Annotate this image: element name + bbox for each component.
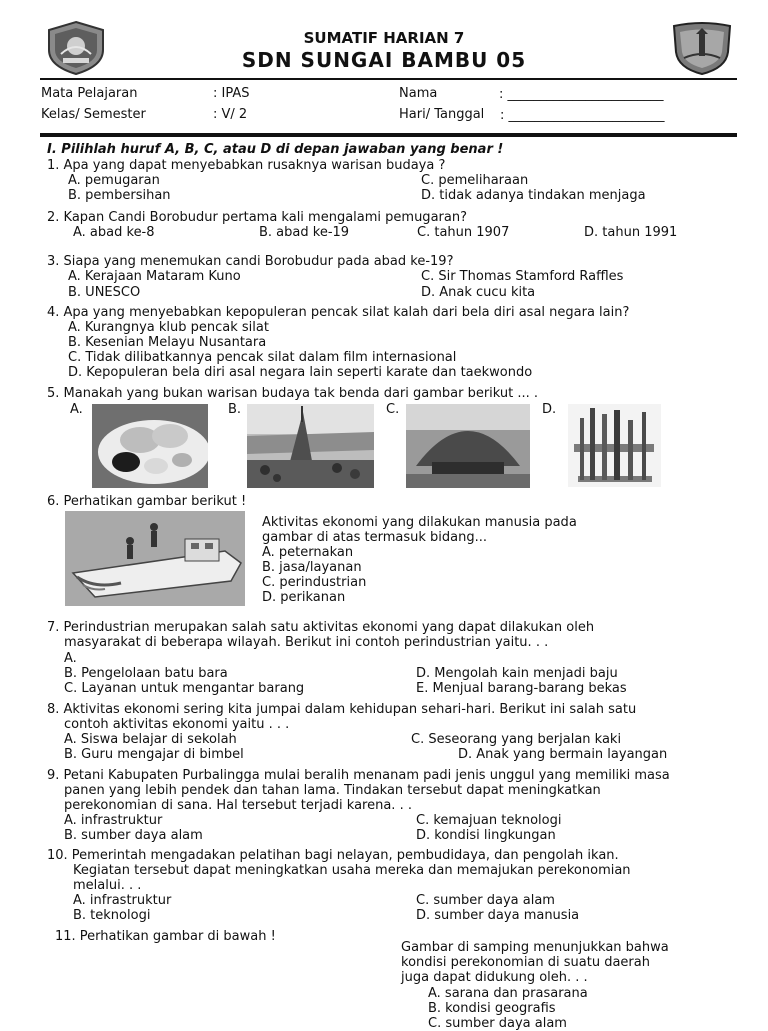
q6-desc-line2: gambar di atas termasuk bidang... <box>262 530 487 545</box>
q6-option-b[interactable]: B. jasa/layanan <box>262 560 362 575</box>
q4-option-b[interactable]: B. Kesenian Melayu Nusantara <box>68 335 267 350</box>
q6-text: 6. Perhatikan gambar berikut ! <box>47 494 247 509</box>
q5-text: 5. Manakah yang bukan warisan budaya tak benda dari gambar berikut ... . <box>47 386 539 401</box>
name-field[interactable]: : ________________________ <box>499 87 664 102</box>
date-label: Hari/ Tanggal <box>399 107 485 122</box>
q3-option-d[interactable]: D. Anak cucu kita <box>421 285 536 300</box>
subject-label: Mata Pelajaran <box>41 86 138 101</box>
header-rule-bottom <box>40 133 737 137</box>
q5-option-b[interactable]: B. <box>228 402 242 417</box>
q6-desc-line1: Aktivitas ekonomi yang dilakukan manusia pada <box>262 515 577 530</box>
q8-text-line2: contoh aktivitas ekonomi yaitu . . . <box>64 717 290 732</box>
q10-option-c[interactable]: C. sumber daya alam <box>416 893 555 908</box>
angklung-picture[interactable] <box>568 404 661 487</box>
q10-option-b[interactable]: B. teknologi <box>73 908 151 923</box>
q1-text: 1. Apa yang dapat menyebabkan rusaknya warisan budaya ? <box>47 158 446 173</box>
q2-option-b[interactable]: B. abad ke-19 <box>259 225 350 240</box>
q3-option-b[interactable]: B. UNESCO <box>68 285 141 300</box>
q1-option-b[interactable]: B. pembersihan <box>68 188 171 203</box>
q10-option-d[interactable]: D. sumber daya manusia <box>416 908 580 923</box>
q8-text-line1: 8. Aktivitas ekonomi sering kita jumpai dalam kehidupan sehari-hari. Berikut ini salah satu <box>47 702 637 717</box>
q9-option-b[interactable]: B. sumber daya alam <box>64 828 203 843</box>
q11-option-c[interactable]: C. sumber daya alam <box>428 1016 567 1031</box>
section-instruction: I. Pilihlah huruf A, B, C, atau D di depan jawaban yang benar ! <box>47 142 504 157</box>
q8-option-d[interactable]: D. Anak yang bermain layangan <box>458 747 668 762</box>
q9-option-c[interactable]: C. kemajuan teknologi <box>416 813 562 828</box>
q11-desc-line2: kondisi perekonomian di suatu daerah <box>401 955 650 970</box>
q6-option-d[interactable]: D. perikanan <box>262 590 346 605</box>
subject-value: : IPAS <box>213 86 250 101</box>
q4-text: 4. Apa yang menyebabkan kepopuleran pencak silat kalah dari bela diri asal negara lain? <box>47 305 630 320</box>
exam-title: SUMATIF HARIAN 7 <box>303 29 465 47</box>
header-rule-top <box>40 78 737 80</box>
q10-option-a[interactable]: A. infrastruktur <box>73 893 172 908</box>
date-field[interactable]: : ________________________ <box>500 108 665 123</box>
q3-text: 3. Siapa yang menemukan candi Borobudur pada abad ke-19? <box>47 254 454 269</box>
q8-option-b[interactable]: B. Guru mengajar di bimbel <box>64 747 244 762</box>
name-label: Nama <box>399 86 438 101</box>
q9-text-line3: perekonomian di sana. Hal tersebut terjadi karena. . . <box>64 798 412 813</box>
q6-option-c[interactable]: C. perindustrian <box>262 575 367 590</box>
q2-option-c[interactable]: C. tahun 1907 <box>417 225 510 240</box>
q11-desc-line3: juga dapat didukung oleh. . . <box>401 970 588 985</box>
q4-option-c[interactable]: C. Tidak dilibatkannya pencak silat dalam film internasional <box>68 350 457 365</box>
q8-option-a[interactable]: A. Siswa belajar di sekolah <box>64 732 237 747</box>
q9-text-line1: 9. Petani Kabupaten Purbalingga mulai beralih menanam padi jenis unggul yang memiliki masa <box>47 768 670 783</box>
q5-option-a[interactable]: A. <box>70 402 83 417</box>
q9-option-a[interactable]: A. infrastruktur <box>64 813 163 828</box>
class-value: : V/ 2 <box>213 107 248 122</box>
q7-option-e[interactable]: E. Menjual barang-barang bekas <box>416 681 627 696</box>
food-picture[interactable] <box>92 404 208 488</box>
q10-text-line2: Kegiatan tersebut dapat meningkatkan usaha mereka dan memajukan perekonomian <box>73 863 631 878</box>
q7-option-c[interactable]: C. Layanan untuk mengantar barang <box>64 681 305 696</box>
q6-option-a[interactable]: A. peternakan <box>262 545 354 560</box>
traditional-house-picture[interactable] <box>406 404 530 488</box>
q9-option-d[interactable]: D. kondisi lingkungan <box>416 828 556 843</box>
q10-text-line3: melalui. . . <box>73 878 142 893</box>
q11-option-b[interactable]: B. kondisi geografis <box>428 1001 556 1016</box>
q4-option-d[interactable]: D. Kepopuleran bela diri asal negara lain seperti karate dan taekwondo <box>68 365 533 380</box>
q7-option-a[interactable]: A. <box>64 651 77 666</box>
festival-picture[interactable] <box>247 404 374 488</box>
q1-option-c[interactable]: C. pemeliharaan <box>421 173 529 188</box>
q1-option-a[interactable]: A. pemugaran <box>68 173 160 188</box>
q2-text: 2. Kapan Candi Borobudur pertama kali mengalami pemugaran? <box>47 210 467 225</box>
q4-option-a[interactable]: A. Kurangnya klub pencak silat <box>68 320 269 335</box>
q7-option-b[interactable]: B. Pengelolaan batu bara <box>64 666 228 681</box>
q10-text-line1: 10. Pemerintah mengadakan pelatihan bagi nelayan, pembudidaya, dan pengolah ikan. <box>47 848 619 863</box>
q3-option-c[interactable]: C. Sir Thomas Stamford Raffles <box>421 269 624 284</box>
q2-option-a[interactable]: A. abad ke-8 <box>73 225 155 240</box>
q11-desc-line1: Gambar di samping menunjukkan bahwa <box>401 940 669 955</box>
class-label: Kelas/ Semester <box>41 107 146 122</box>
fishing-boat-picture <box>65 511 245 606</box>
q9-text-line2: panen yang lebih pendek dan tahan lama. Tindakan tersebut dapat meningkatkan <box>64 783 601 798</box>
q5-option-c[interactable]: C. <box>386 402 400 417</box>
q11-option-a[interactable]: A. sarana dan prasarana <box>428 986 588 1001</box>
q7-text-line2: masyarakat di beberapa wilayah. Berikut ini contoh perindustrian yaitu. . . <box>64 635 549 650</box>
q3-option-a[interactable]: A. Kerajaan Mataram Kuno <box>68 269 241 284</box>
q7-text-line1: 7. Perindustrian merupakan salah satu aktivitas ekonomi yang dapat dilakukan oleh <box>47 620 595 635</box>
q2-option-d[interactable]: D. tahun 1991 <box>584 225 678 240</box>
q5-option-d[interactable]: D. <box>542 402 557 417</box>
q11-text: 11. Perhatikan gambar di bawah ! <box>55 929 276 944</box>
q8-option-c[interactable]: C. Seseorang yang berjalan kaki <box>411 732 622 747</box>
q7-option-d[interactable]: D. Mengolah kain menjadi baju <box>416 666 618 681</box>
q1-option-d[interactable]: D. tidak adanya tindakan menjaga <box>421 188 646 203</box>
school-name: SDN SUNGAI BAMBU 05 <box>241 48 527 72</box>
